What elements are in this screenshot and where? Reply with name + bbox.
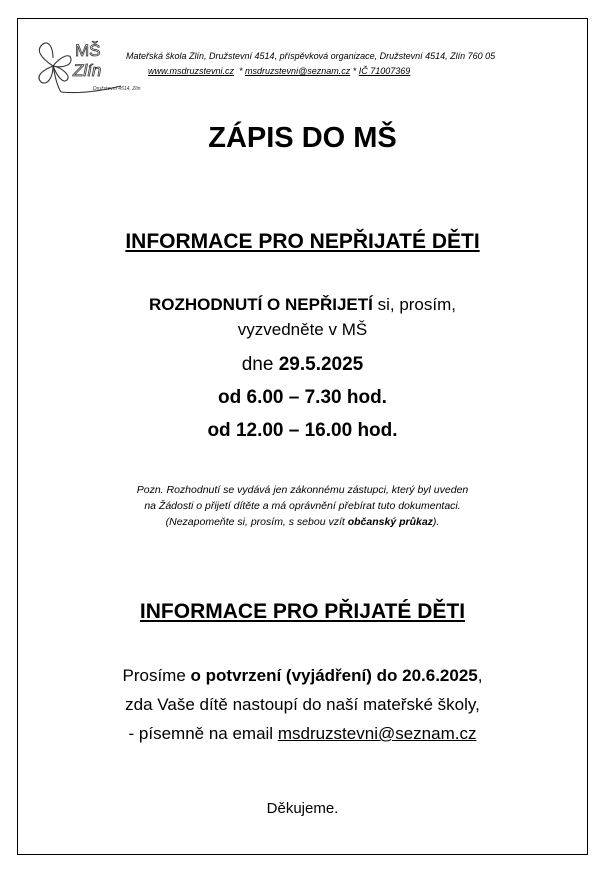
note-line-3-prefix: (Nezapomeňte si, prosím, s sebou vzít [165, 516, 345, 528]
heading-accepted: INFORMACE PRO PŘIJATÉ DĚTI [139, 600, 466, 623]
pickup-time-2: od 12.00 – 16.00 hod. [207, 420, 398, 441]
pickup-time-1: od 6.00 – 7.30 hod. [218, 387, 387, 408]
accepted-comma: , [477, 666, 483, 685]
logo-tagline: Družstevní 4514, Zlín [93, 86, 141, 92]
pickup-line: vyzvedněte v MŠ [237, 320, 368, 339]
note-line-1: Pozn. Rozhodnutí se vydává jen zákonnému zástupci, který byl uveden [136, 484, 469, 496]
decision-bold: ROZHODNUTÍ O NEPŘIJETÍ [149, 295, 373, 314]
note-line-2: na Žádosti o přijetí dítěte a má oprávnění přebírat tuto dokumentaci. [144, 500, 461, 512]
heading-rejected: INFORMACE PRO NEPŘIJATÉ DĚTI [125, 230, 480, 253]
note-paragraph [17, 482, 588, 530]
accepted-email-link[interactable]: msdruzstevni@seznam.cz [277, 724, 477, 743]
school-address: Mateřská škola Zlín, Družstevní 4514, příspěvková organizace, Družstevní 4514, Zlín 760 05 [126, 51, 496, 61]
logo-letters-ms: MŠ [75, 41, 101, 60]
decision-rest: si, prosím, [377, 295, 456, 314]
logo-letters-zlin: Zlín [73, 61, 102, 80]
decision-paragraph [17, 292, 588, 342]
pickup-date: 29.5.2025 [278, 354, 364, 375]
accepted-deadline: o potvrzení (vyjádření) do 20.6.2025 [190, 666, 478, 685]
email-link[interactable]: msdruzstevni@seznam.cz [245, 66, 351, 76]
page-title: ZÁPIS DO MŠ [208, 122, 397, 154]
note-line-3-suffix: ). [432, 516, 440, 528]
accepted-paragraph [17, 661, 588, 748]
date-prefix: dne [241, 354, 274, 375]
ico-text: IČ 71007369 [358, 66, 411, 76]
school-contacts: www.msdruzstevni.cz * msdruzstevni@seznam.cz * IČ 71007369 [148, 66, 411, 76]
thanks-text: Děkujeme. [266, 800, 339, 817]
accepted-prefix: Prosíme [122, 666, 186, 685]
note-id-card: občanský průkaz [347, 516, 433, 528]
website-link[interactable]: www.msdruzstevni.cz [148, 66, 235, 76]
accepted-line-3-prefix: - písemně na email [128, 724, 274, 743]
accepted-line-2: zda Vaše dítě nastoupí do naší mateřské školy, [125, 695, 480, 714]
pickup-schedule [17, 348, 588, 447]
